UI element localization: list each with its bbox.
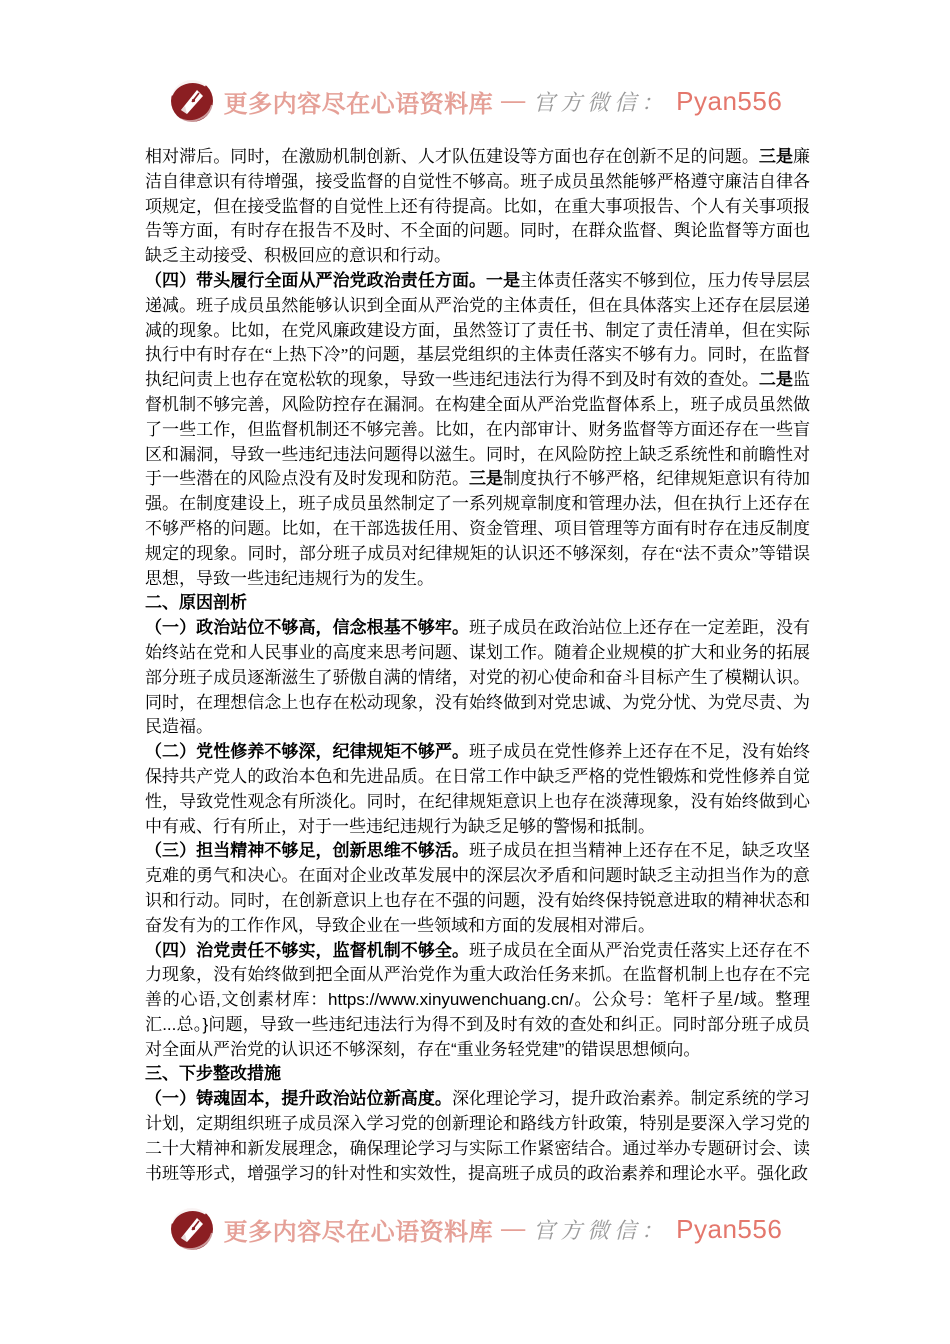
bold-run: （二）党性修养不够深，纪律规矩不够严。 (145, 742, 469, 762)
wechat-label: 官方微信： (533, 89, 669, 115)
bold-run: （四）带头履行全面从严治党政治责任方面。一是 (145, 270, 521, 290)
text-run: 班子成员在担当精神上还存在不足，缺乏攻坚克难的勇气和决心。在面对企业改革发展中的深层次矛盾和问题时缺乏主动担当作为的意识和行动。同时，在创新意识上也存在不强的问题，没有始终保持锐意进取的精神状态和奋发有为的工作作风，导致企业在一些领域和方面的发展相对滞后。 (145, 841, 810, 935)
section-heading (145, 591, 810, 616)
paragraph (145, 145, 810, 269)
paragraph (145, 269, 810, 591)
watermark-dash: — (501, 1215, 526, 1242)
paragraph (145, 839, 810, 938)
text-run: 制度执行不够严格，纪律规矩意识有待加强。在制度建设上，班子成员虽然制定了一系列规章制度和管理办法，但在执行上还存在不够严格的问题。比如，在干部选拔任用、资金管理、项目管理等方面有时存在违反制度规定的现象。同时，部分班子成员对纪律规矩的认识还不够深刻，存在“法不责众”等错误思想，导致一些违纪违规行为的发生。 (145, 469, 811, 588)
watermark-header (0, 74, 950, 128)
bold-run: 三、下步整改措施 (145, 1064, 281, 1084)
paragraph (145, 939, 810, 1063)
watermark-brand-text: 更多内容尽在心语资料库 (223, 1219, 494, 1246)
bold-run: （一）铸魂固本，提升政治站位新高度。 (145, 1089, 452, 1109)
text-run: 相对滞后。同时，在激励机制创新、人才队伍建设等方面也存在创新不足的问题。 (145, 147, 759, 166)
wechat-label: 官方微信： (533, 1217, 669, 1243)
watermark-footer (0, 1202, 950, 1256)
bold-run: 三是 (758, 147, 794, 166)
paragraph (145, 1087, 810, 1186)
bold-run: 二、原因剖析 (145, 593, 247, 613)
bold-run: （一）政治站位不够高，信念根基不够牢。 (145, 618, 469, 638)
bold-run: 三是 (469, 469, 504, 489)
pen-circle-logo-icon (168, 77, 216, 125)
bold-run: 二是 (758, 370, 794, 390)
section-heading (145, 1062, 810, 1087)
bold-run: （四）治党责任不够实，监督机制不够全。 (145, 940, 469, 960)
text-run: 班子成员在党性修养上还存在不足，没有始终保持共产党人的政治本色和先进品质。在日常工作中缺乏严格的党性锻炼和党性修养自觉性，导致党性观念有所淡化。同时，在纪律规矩意识上也存在淡薄现象，没有始终做到心中有戒、行有所止，对于一些违纪违规行为缺乏足够的警惕和抵制。 (145, 742, 810, 836)
paragraph (145, 740, 810, 839)
document-body (145, 145, 810, 1186)
text-run: 廉洁自律意识有待增强，接受监督的自觉性不够高。班子成员虽然能够严格遵守廉洁自律各项规定，但在接受监督的自觉性上还有待提高。比如，在重大事项报告、个人有关事项报告等方面，有时存在报告不及时、不全面的问题。同时，在群众监督、舆论监督等方面也缺乏主动接受、积极回应的意识和行动。 (145, 147, 811, 266)
bold-run: （三）担当精神不够足，创新思维不够活。 (145, 841, 469, 861)
watermark-dash: — (501, 87, 526, 114)
watermark-brand-text: 更多内容尽在心语资料库 (223, 91, 494, 118)
text-run: 深化理论学习，提升政治素养。制定系统的学习计划，定期组织班子成员深入学习党的创新理论和路线方针政策，特别是要深入学习党的二十大精神和新发展理念，确保理论学习与实际工作紧密结合。通过举办专题研讨会、读书班等形式，增强学习的针对性和实效性，提高班子成员的政治素养和理论水平。强化政 (145, 1089, 811, 1183)
pen-circle-logo-icon (168, 1205, 216, 1253)
paragraph (145, 616, 810, 740)
text-run: 班子成员在政治站位上还存在一定差距，没有始终站在党和人民事业的高度来思考问题、谋划工作。随着企业规模的扩大和业务的拓展部分班子成员逐渐滋生了骄傲自满的情绪，对党的初心使命和奋斗目标产生了模糊认识。同时，在理想信念上也存在松动现象，没有始终做到对党忠诚、为党分忧、为党尽责、为民造福。 (145, 618, 810, 737)
text-run: 班子成员在全面从严治党责任落实上还存在不力现象，没有始终做到把全面从严治党作为重大政治任务来抓。在监督机制上也存在不完善的心语,文创素材库：https://www.xinyuwenchuang.cn/。公众号：笔杆子星/域。整理汇...总。}问题，导致一些违纪违法行为得不到及时有效的查处和纠正。同时部分班子成员对全面从严治党的认识还不够深刻，存在“重业务轻党建”的错误思想倾向。 (145, 940, 810, 1059)
text-run: 主体责任落实不够到位，压力传导层层递减。班子成员虽然能够认识到全面从严治党的主体责任，但在具体落实上还存在层层递减的现象。比如，在党风廉政建设方面，虽然签订了责任书、制定了责任清单，但在实际执行中有时存在“上热下冷”的问题，基层党组织的主体责任落实不够有力。同时，在监督执纪问责上也存在宽松软的现象，导致一些违纪违法行为得不到及时有效的查处。 (145, 270, 811, 390)
text-run: 监督机制不够完善，风险防控存在漏洞。在构建全面从严治党监督体系上，班子成员虽然做了一些工作，但监督机制还不够完善。比如，在内部审计、财务监督等方面还存在一些盲区和漏洞，导致一些违纪违法问题得以滋生。同时，在风险防控上缺乏系统性和前瞻性对于一些潜在的风险点没有及时发现和防范。 (145, 370, 811, 489)
wechat-id: Pyan556 (676, 1213, 783, 1244)
wechat-id: Pyan556 (676, 85, 783, 116)
